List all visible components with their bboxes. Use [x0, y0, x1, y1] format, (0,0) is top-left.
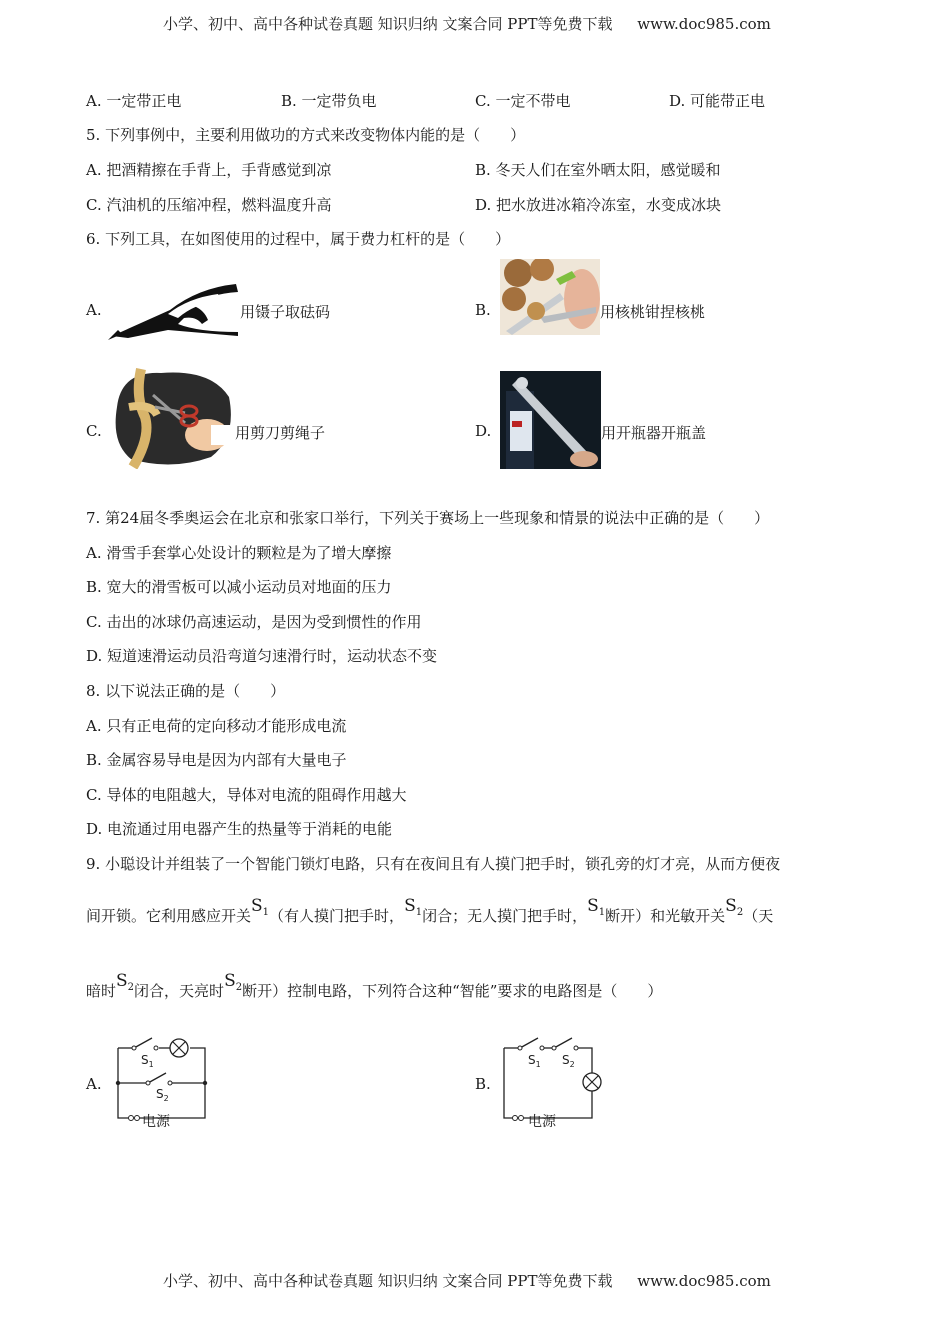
q7-option-a: A. 滑雪手套掌心处设计的颗粒是为了增大摩擦 [86, 544, 392, 562]
tweezers-image [108, 280, 242, 342]
nutcracker-image [500, 259, 600, 335]
q8-option-d: D. 电流通过用电器产生的热量等于消耗的电能 [86, 820, 393, 838]
q7-option-d: D. 短道速滑运动员沿弯道匀速滑行时，运动状态不变 [86, 647, 438, 665]
q9-line1: 9. 小聪设计并组装了一个智能门锁灯电路，只有在夜间且有人摸门把手时，锁孔旁的灯才亮，从而方便夜 [86, 855, 781, 873]
q6-option-a-text: 用镊子取砝码 [240, 303, 331, 321]
q8-option-a: A. 只有正电荷的定向移动才能形成电流 [86, 717, 347, 735]
q6-stem: 6. 下列工具，在如图使用的过程中，属于费力杠杆的是（ ） [86, 230, 511, 248]
scissors-rope-image [111, 367, 235, 469]
q6-option-c-letter: C. [86, 422, 102, 440]
q9-text: 间开锁。它利用感应开关 [86, 907, 252, 925]
q6-option-b-text: 用核桃钳捏核桃 [600, 303, 706, 321]
circuit-b-s2-label: $S_2$ [562, 1053, 575, 1069]
q5-option-b: B. 冬天人们在室外晒太阳，感觉暖和 [475, 161, 721, 179]
circuit-a-s1-label: $S_1$ [141, 1053, 154, 1069]
q9-line2: 间开锁。它利用感应开关$S^1$（有人摸门把手时，$S^1$闭合；无人摸门把手时，$S^1$断开）和光敏开关$S^2$（天 [86, 896, 774, 925]
footer-url[interactable]: www.doc985.com [637, 1272, 771, 1290]
q7-option-c: C. 击出的冰球仍高速运动，是因为受到惯性的作用 [86, 613, 422, 631]
q4-option-a: A. 一定带正电 [86, 92, 182, 110]
q7-stem: 7. 第24届冬季奥运会在北京和张家口举行，下列关于赛场上一些现象和情景的说法中正确的是（ ） [86, 509, 770, 527]
q8-option-c: C. 导体的电阻越大，导体对电流的阻碍作用越大 [86, 786, 407, 804]
q8-stem: 8. 以下说法正确的是（ ） [86, 682, 286, 700]
q4-option-d: D. 可能带正电 [669, 92, 766, 110]
q5-option-d: D. 把水放进冰箱冷冻室，水变成冰块 [475, 196, 722, 214]
q5-option-c: C. 汽油机的压缩冲程，燃料温度升高 [86, 196, 332, 214]
q7-option-b: B. 宽大的滑雪板可以减小运动员对地面的压力 [86, 578, 392, 596]
page-footer [163, 1270, 771, 1291]
circuit-a-power-label: 电源 [142, 1114, 170, 1130]
q4-option-b: B. 一定带负电 [281, 92, 377, 110]
circuit-b-power-label: 电源 [528, 1114, 556, 1130]
q4-option-c: C. 一定不带电 [475, 92, 571, 110]
footer-text: 小学、初中、高中各种试卷真题 知识归纳 文案合同 PPT等免费下载 [163, 1272, 613, 1290]
circuit-b-s1-label: $S_1$ [528, 1053, 541, 1069]
q6-option-c-text: 用剪刀剪绳子 [235, 424, 326, 442]
bottle-opener-image [500, 371, 601, 469]
q6-option-b-letter: B. [475, 301, 491, 319]
circuit-a-s2-label: $S_2$ [156, 1087, 169, 1103]
q6-option-a-letter: A. [86, 301, 102, 319]
header-url[interactable]: www.doc985.com [637, 15, 771, 33]
q9-option-a-letter: A. [86, 1075, 102, 1093]
q6-option-d-letter: D. [475, 422, 492, 440]
q6-option-d-text: 用开瓶器开瓶盖 [601, 424, 707, 442]
q8-option-b: B. 金属容易导电是因为内部有大量电子 [86, 751, 347, 769]
header-text: 小学、初中、高中各种试卷真题 知识归纳 文案合同 PPT等免费下载 [163, 15, 613, 33]
q5-option-a: A. 把酒精擦在手背上，手背感觉到凉 [86, 161, 332, 179]
q9-line3: 暗时$S^2$闭合，天亮时$S^2$断开）控制电路，下列符合这种“智能”要求的电路图是（ ） [86, 971, 663, 1000]
page-header [163, 13, 771, 34]
q5-stem: 5. 下列事例中，主要利用做功的方式来改变物体内能的是（ ） [86, 126, 526, 144]
q9-option-b-letter: B. [475, 1075, 491, 1093]
